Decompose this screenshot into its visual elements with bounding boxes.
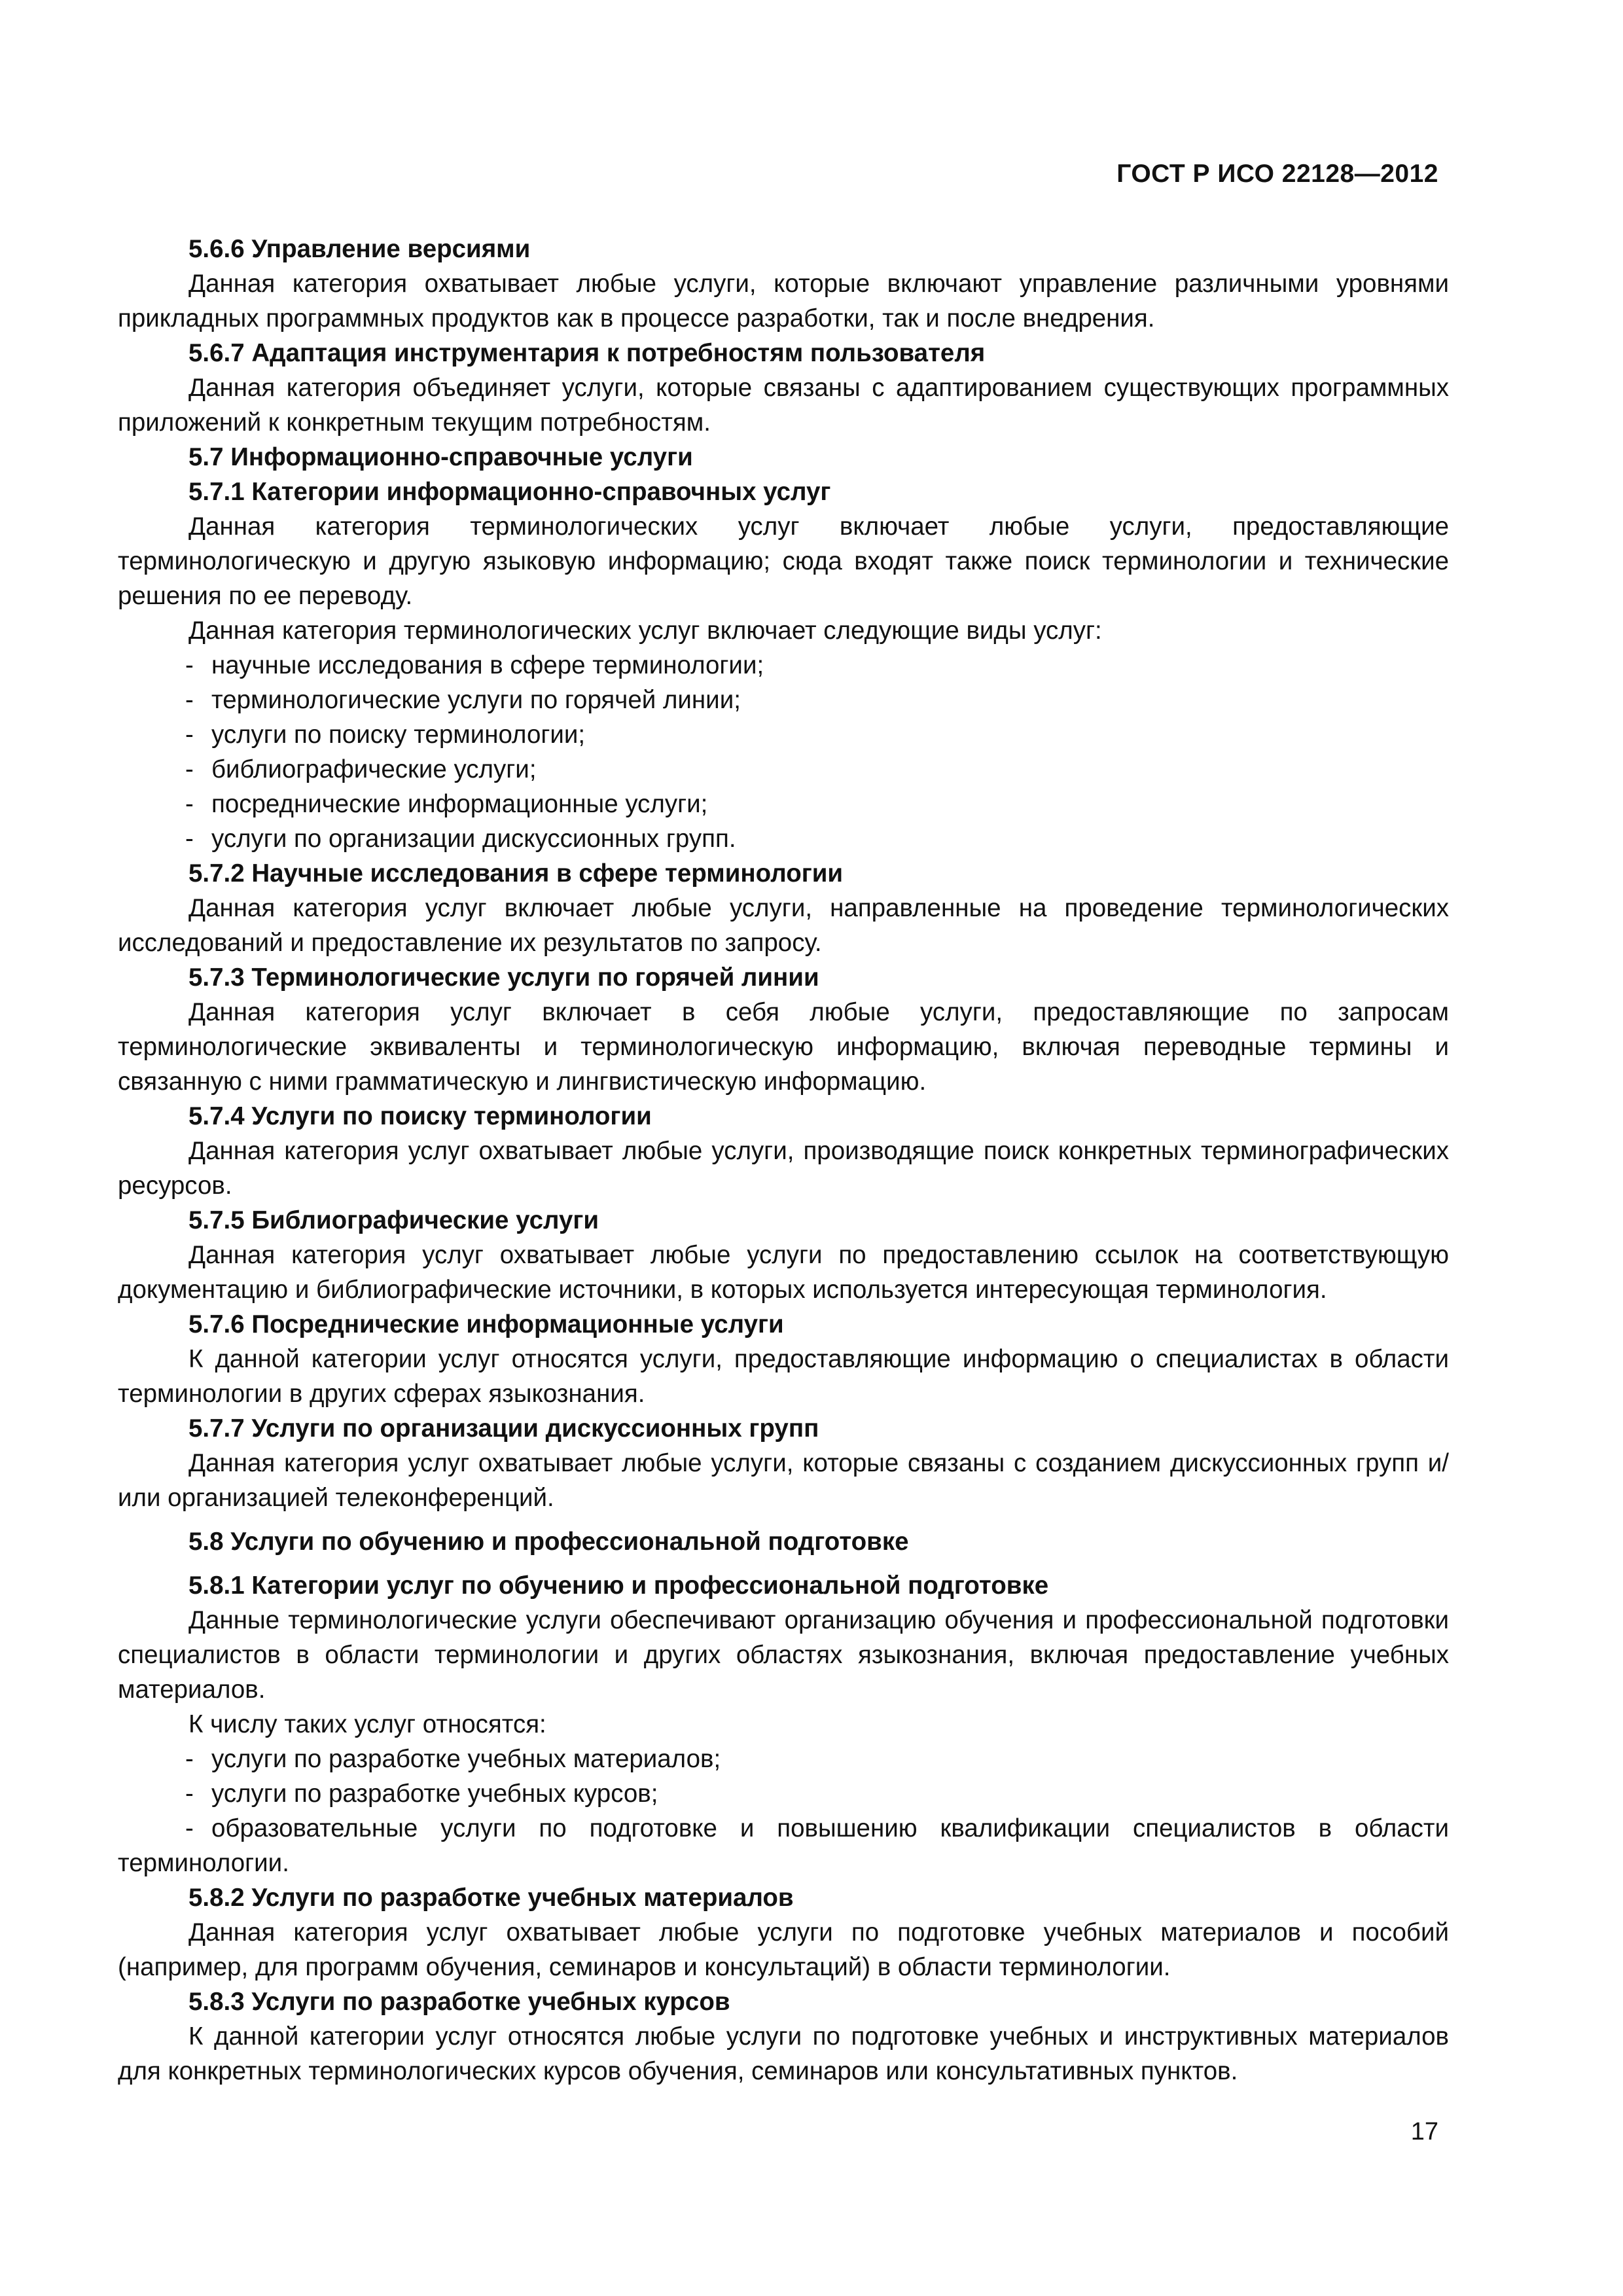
section-heading: 5.7.4 Услуги по поиску терминологии — [188, 1102, 652, 1130]
list-item — [118, 648, 1449, 683]
list-item-text: - образовательные услуги по подготовке и повышению квалификации специалистов в области терминологии. — [118, 1814, 1449, 1877]
list-item — [118, 717, 1449, 752]
list-item-text: - услуги по поиску терминологии; — [211, 721, 586, 749]
section-heading: 5.7.1 Категории информационно-справочных услуг — [188, 478, 831, 506]
section-heading: 5.8 Услуги по обучению и профессиональной подготовке — [188, 1528, 909, 1556]
section-heading: 5.7.5 Библиографические услуги — [188, 1206, 599, 1234]
paragraph: Данная категория услуг охватывает любые услуги, производящие поиск конкретных терминографических ресурсов. — [118, 1137, 1449, 1200]
section-heading: 5.7.3 Терминологические услуги по горячей линии — [188, 963, 819, 992]
list-item — [118, 821, 1449, 856]
page-number: 17 — [1410, 2118, 1438, 2145]
list-item-text: - посреднические информационные услуги; — [211, 790, 708, 818]
list-item-text: - терминологические услуги по горячей линии; — [211, 686, 741, 714]
list-item — [118, 752, 1449, 787]
section-heading: 5.8.3 Услуги по разработке учебных курсов — [188, 1988, 730, 2016]
list-item — [118, 1776, 1449, 1811]
list-item — [118, 1811, 1449, 1880]
document-body — [118, 232, 1449, 2089]
section-heading: 5.6.7 Адаптация инструментария к потребностям пользователя — [188, 339, 986, 367]
paragraph: Данная категория услуг включает любые услуги, направленные на проведение терминологических исследований и предоставление их результатов по запросу. — [118, 894, 1449, 957]
paragraph: Данная категория услуг охватывает любые услуги, которые связаны с созданием дискуссионных групп и/или организацией телеконференций. — [118, 1449, 1449, 1512]
list-item-text: - библиографические услуги; — [211, 755, 537, 783]
section-heading: 5.7.2 Научные исследования в сфере терминологии — [188, 859, 844, 888]
paragraph: К числу таких услуг относятся: — [188, 1710, 546, 1738]
paragraph: Данная категория терминологических услуг включает следующие виды услуг: — [188, 617, 1102, 645]
paragraph: К данной категории услуг относятся любые услуги по подготовке учебных и инструктивных материалов для конкретных терминологических курсов обучения, семинаров или консультативных пунктов. — [118, 2022, 1449, 2085]
paragraph: Данная категория услуг охватывает любые услуги по подготовке учебных материалов и пособий (например, для программ обучения, семинаров и консультаций) в области терминологии. — [118, 1918, 1449, 1981]
section-heading: 5.8.1 Категории услуг по обучению и профессиональной подготовке — [188, 1571, 1049, 1600]
paragraph: Данная категория объединяет услуги, которые связаны с адаптированием существующих программных приложений к конкретным текущим потребностям. — [118, 374, 1449, 437]
list-item — [118, 1742, 1449, 1776]
paragraph: К данной категории услуг относятся услуги, предоставляющие информацию о специалистах в области терминологии в других сферах языкознания. — [118, 1345, 1449, 1408]
section-heading: 5.6.6 Управление версиями — [188, 235, 531, 263]
list-item — [118, 787, 1449, 821]
document-header: ГОСТ Р ИСО 22128—2012 — [1116, 160, 1438, 188]
list-item-text: - услуги по организации дискуссионных групп. — [211, 825, 736, 853]
list-item-text: - услуги по разработке учебных материалов; — [211, 1745, 721, 1773]
paragraph: Данная категория услуг включает в себя любые услуги, предоставляющие по запросам терминологические эквиваленты и терминологическую информацию, включая переводные термины и связанную с ними грамматическую и лингвистическую информацию. — [118, 998, 1449, 1096]
list-item-text: - услуги по разработке учебных курсов; — [211, 1780, 658, 1808]
paragraph: Данная категория охватывает любые услуги, которые включают управление различными уровнями прикладных программных продуктов как в процессе разработки, так и после внедрения. — [118, 270, 1449, 332]
paragraph: Данные терминологические услуги обеспечивают организацию обучения и профессиональной подготовки специалистов в области терминологии и других областях языкознания, включая предоставление учебных материалов. — [118, 1606, 1449, 1704]
section-heading: 5.7.6 Посреднические информационные услуги — [188, 1310, 784, 1338]
paragraph: Данная категория терминологических услуг включает любые услуги, предоставляющие терминологическую и другую языковую информацию; сюда входят также поиск терминологии и технические решения по ее переводу. — [118, 512, 1449, 610]
section-heading: 5.7.7 Услуги по организации дискуссионных групп — [188, 1414, 819, 1443]
list-item — [118, 683, 1449, 717]
section-heading: 5.8.2 Услуги по разработке учебных материалов — [188, 1884, 794, 1912]
list-item-text: - научные исследования в сфере терминологии; — [211, 651, 764, 679]
paragraph: Данная категория услуг охватывает любые услуги по предоставлению ссылок на соответствующую документацию и библиографические источники, в которых используется интересующая терминология. — [118, 1241, 1449, 1304]
section-heading: 5.7 Информационно-справочные услуги — [188, 443, 693, 471]
